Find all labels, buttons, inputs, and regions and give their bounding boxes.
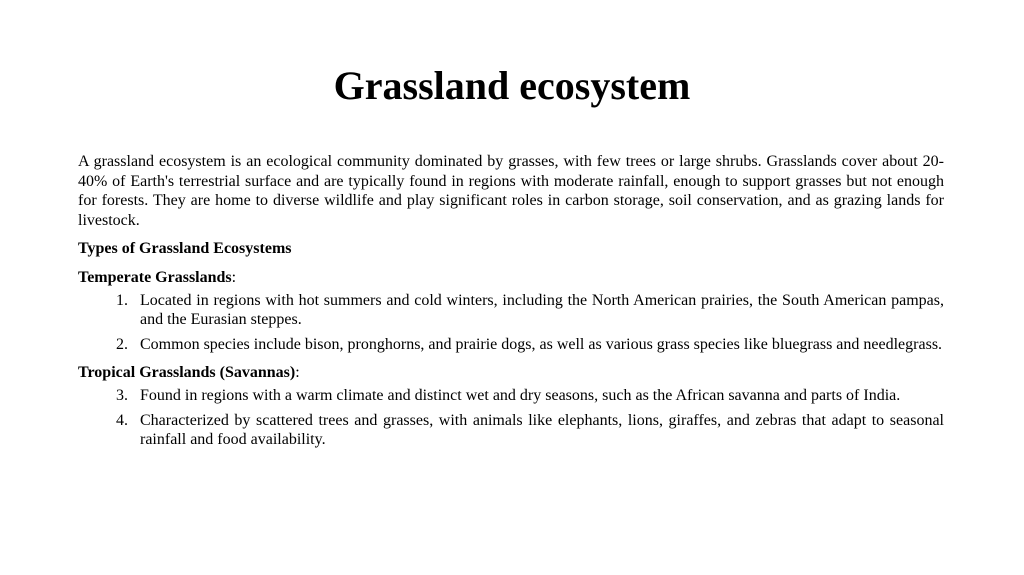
list-item: [78, 335, 944, 355]
list-number: 4.: [116, 411, 128, 429]
intro-paragraph: A grassland ecosystem is an ecological community dominated by grasses, with few trees or large shrubs. Grasslands cover about 20-40% of Earth's terrestrial surface and are typically found in regions with moderate rainfall, enough to support grasses but not enough for forests. They are home to diverse wildlife and play significant roles in carbon storage, soil conservation, and as grazing lands for livestock.: [78, 153, 944, 229]
list-number: 3.: [116, 386, 128, 404]
types-heading: Types of Grassland Ecosystems: [78, 240, 292, 258]
section-heading-tropical: Tropical Grasslands (Savannas):: [78, 364, 300, 382]
list-number: 2.: [116, 335, 128, 353]
list-item-text: Found in regions with a warm climate and distinct wet and dry seasons, such as the African savanna and parts of India.: [140, 386, 901, 404]
list-item-text: Common species include bison, pronghorns, and prairie dogs, as well as various grass species like bluegrass and needlegrass.: [140, 335, 943, 353]
temperate-list: [78, 291, 944, 355]
slide-content: [78, 152, 944, 459]
list-item-text: Characterized by scattered trees and grasses, with animals like elephants, lions, giraffes, and zebras that adapt to seasonal rainfall and food availability.: [140, 411, 944, 449]
list-item: [78, 411, 944, 450]
tropical-list: [78, 386, 944, 450]
section-heading-label: Temperate Grasslands: [78, 268, 232, 286]
list-item: [78, 386, 944, 406]
slide-title: Grassland ecosystem: [333, 63, 691, 108]
list-item: [78, 291, 944, 330]
section-heading-label: Tropical Grasslands (Savannas): [78, 364, 296, 382]
list-item-text: Located in regions with hot summers and cold winters, including the North American prairies, the South American pampas, and the Eurasian steppes.: [140, 291, 944, 329]
list-number: 1.: [116, 291, 128, 309]
section-heading-temperate: Temperate Grasslands:: [78, 268, 237, 286]
